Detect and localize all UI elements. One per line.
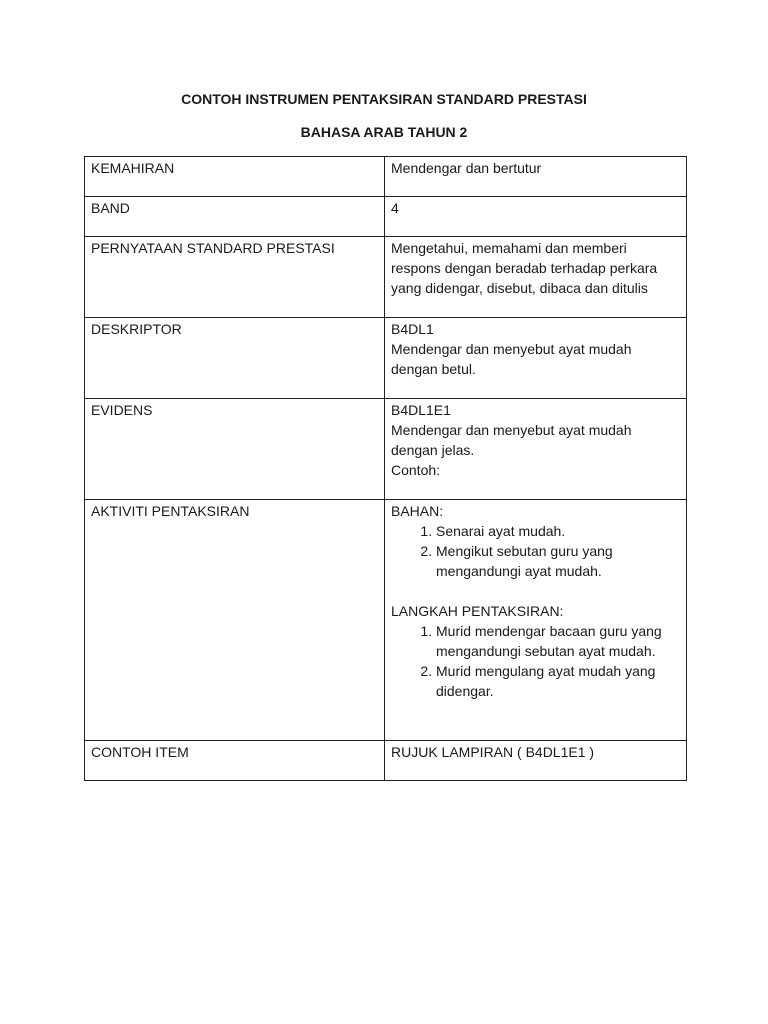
langkah-heading: LANGKAH PENTAKSIRAN: <box>391 603 564 619</box>
evidens-text: Mendengar dan menyebut ayat mudah dengan jelas. <box>391 422 632 458</box>
deskriptor-code: B4DL1 <box>391 321 434 337</box>
document-subtitle: BAHASA ARAB TAHUN 2 <box>300 124 468 140</box>
kemahiran-value: Mendengar dan bertutur <box>385 157 687 197</box>
deskriptor-cell <box>385 318 687 399</box>
table-row-aktiviti <box>85 500 687 741</box>
bahan-heading: BAHAN: <box>391 503 444 519</box>
document-title: CONTOH INSTRUMEN PENTAKSIRAN STANDARD PRESTASI <box>181 91 587 107</box>
evidens-example: Contoh: <box>391 462 441 478</box>
kemahiran-label: KEMAHIRAN <box>85 157 385 197</box>
list-item: 2. Murid mengulang ayat mudah yang didengar. <box>436 661 680 701</box>
contoh-item-value: RUJUK LAMPIRAN ( B4DL1E1 ) <box>385 741 687 781</box>
assessment-table <box>84 156 687 781</box>
contoh-item-label: CONTOH ITEM <box>85 741 385 781</box>
langkah-list <box>391 621 680 701</box>
table-row-kemahiran <box>85 157 687 197</box>
deskriptor-text: Mendengar dan menyebut ayat mudah dengan betul. <box>391 341 632 377</box>
list-item: 1. Senarai ayat mudah. <box>436 521 680 541</box>
spacer <box>391 581 680 601</box>
evidens-label: EVIDENS <box>85 399 385 500</box>
bahan-list <box>391 521 680 581</box>
evidens-code: B4DL1E1 <box>391 402 451 418</box>
table-row-contoh-item <box>85 741 687 781</box>
list-item: 2. Mengikut sebutan guru yang mengandungi ayat mudah. <box>436 541 680 581</box>
band-value: 4 <box>385 197 687 237</box>
table-row-band <box>85 197 687 237</box>
pernyataan-label: PERNYATAAN STANDARD PRESTASI <box>85 237 385 318</box>
table-row-evidens <box>85 399 687 500</box>
band-label: BAND <box>85 197 385 237</box>
table-row-deskriptor <box>85 318 687 399</box>
list-item: 1. Murid mendengar bacaan guru yang mengandungi sebutan ayat mudah. <box>436 621 680 661</box>
table-row-pernyataan <box>85 237 687 318</box>
aktiviti-label: AKTIVITI PENTAKSIRAN <box>85 500 385 741</box>
deskriptor-label: DESKRIPTOR <box>85 318 385 399</box>
pernyataan-value: Mengetahui, memahami dan memberi respons dengan beradab terhadap perkara yang didengar, disebut, dibaca dan ditulis <box>385 237 687 318</box>
evidens-cell <box>385 399 687 500</box>
aktiviti-cell <box>385 500 687 741</box>
